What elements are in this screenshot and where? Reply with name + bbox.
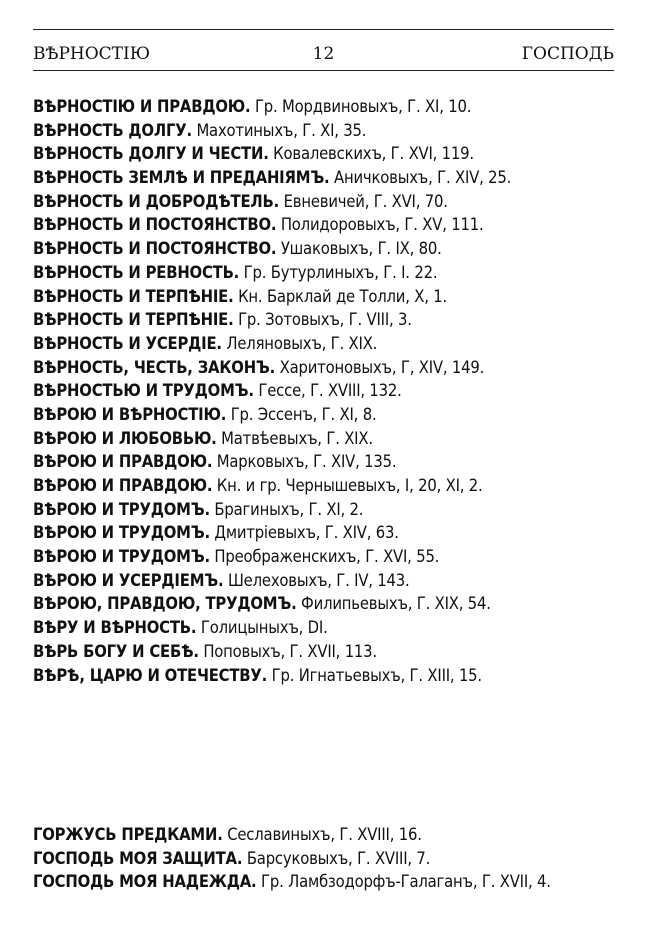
- motto-list: [33, 95, 618, 687]
- motto-source: Ковалевскихъ, Г. XVI, 119.: [273, 144, 474, 164]
- motto-source: Полидоровыхъ, Г. XV, 111.: [280, 215, 484, 235]
- motto-text: ВѢРОЮ И ТРУДОМЪ.: [33, 547, 210, 567]
- top-rule: [33, 29, 614, 30]
- motto-entry: [33, 870, 618, 894]
- motto-text: ГОСПОДЬ МОЯ ЗАЩИТА.: [33, 848, 243, 868]
- motto-text: ВѢРОЮ И ТРУДОМЪ.: [33, 499, 210, 519]
- motto-entry: [33, 664, 618, 688]
- motto-entry: [33, 285, 618, 309]
- motto-source: Брагиныхъ, Г. XI, 2.: [214, 499, 364, 519]
- motto-text: ВѢРНОСТЬ И ПОСТОЯНСТВО.: [33, 239, 277, 259]
- running-header: [33, 42, 614, 66]
- motto-entry: [33, 95, 618, 119]
- motto-text: ВѢРОЮ И ПРАВДОЮ.: [33, 476, 213, 495]
- motto-text: ВѢРНОСТЬ ЗЕМЛѢ И ПРЕДАНІЯМЪ.: [33, 168, 330, 188]
- motto-source: Филипьевыхъ, Г. XIX, 54.: [301, 594, 491, 614]
- motto-source: Сеславиныхъ, Г. XVIII, 16.: [227, 825, 422, 844]
- motto-text: ВѢРОЮ, ПРАВДОЮ, ТРУДОМЪ.: [33, 594, 297, 614]
- motto-entry: [33, 474, 618, 498]
- motto-entry: [33, 823, 618, 847]
- motto-text: ВѢРНОСТЬ ДОЛГУ.: [33, 120, 192, 140]
- motto-text: ГОРЖУСЬ ПРЕДКАМИ.: [33, 825, 223, 844]
- motto-text: ВѢРОЮ И ПРАВДОЮ.: [33, 452, 213, 472]
- motto-source: Кн. Барклай де Толли, X, 1.: [238, 286, 448, 306]
- motto-source: Шелеховыхъ, Г. IV, 143.: [227, 570, 410, 590]
- motto-text: ВѢРОЮ И ТРУДОМЪ.: [33, 523, 210, 543]
- motto-entry: [33, 450, 618, 474]
- motto-source: Леляновыхъ, Г. XIX.: [226, 333, 378, 353]
- motto-source: Гр. Эссенъ, Г. XI, 8.: [230, 404, 377, 424]
- motto-text: ВѢРУ И ВѢРНОСТЬ.: [33, 618, 197, 638]
- motto-entry: [33, 190, 618, 214]
- header-last-word: ГОСПОДЬ: [521, 44, 614, 64]
- motto-source: Голицыныхъ, DI.: [200, 618, 328, 638]
- motto-entry: [33, 427, 618, 451]
- motto-entry: [33, 332, 618, 356]
- motto-source: Барсуковыхъ, Г. XVIII, 7.: [246, 848, 431, 868]
- motto-entry: [33, 498, 618, 522]
- motto-entry: [33, 308, 618, 332]
- motto-text: ВѢРНОСТЬ И ТЕРПѢНІЕ.: [33, 310, 234, 330]
- motto-entry: [33, 119, 618, 143]
- motto-source: Преображенскихъ, Г. XVI, 55.: [214, 547, 440, 567]
- motto-source: Поповыхъ, Г. XVII, 113.: [203, 641, 377, 661]
- motto-text: ВѢРНОСТЬ И РЕВНОСТЬ.: [33, 262, 240, 282]
- motto-text: ВѢРЬ БОГУ И СЕБѢ.: [33, 641, 199, 661]
- motto-entry: [33, 545, 618, 569]
- motto-source: Гр. Бутурлиныхъ, Г. I. 22.: [243, 262, 438, 282]
- header-first-word: ВѢРНОСТІЮ: [33, 44, 150, 64]
- motto-source: Харитоновыхъ, Г, XIV, 149.: [279, 357, 485, 377]
- motto-entry: [33, 403, 618, 427]
- motto-source: Ушаковыхъ, Г. IX, 80.: [280, 239, 442, 259]
- motto-text: ВѢРНОСТЬ И ТЕРПѢНІЕ.: [33, 286, 234, 306]
- motto-source: Марковыхъ, Г. XIV, 135.: [216, 452, 397, 472]
- motto-text: ВѢРНОСТЬ ДОЛГУ И ЧЕСТИ.: [33, 144, 269, 164]
- motto-entry: [33, 592, 618, 616]
- motto-entry: [33, 379, 618, 403]
- motto-text: ВѢРНОСТЬЮ И ТРУДОМЪ.: [33, 381, 254, 401]
- motto-entry: [33, 261, 618, 285]
- motto-source: Дмитріевыхъ, Г. XIV, 63.: [214, 523, 399, 543]
- motto-entry: [33, 356, 618, 380]
- motto-source: Евневичей, Г. XVI, 70.: [283, 191, 448, 211]
- motto-text: ВѢРНОСТІЮ И ПРАВДОЮ.: [33, 97, 251, 116]
- motto-entry: [33, 213, 618, 237]
- motto-source: Гр. Ламбзодорфъ-Галаганъ, Г. XVII, 4.: [261, 872, 551, 892]
- motto-source: Аничковыхъ, Г. XIV, 25.: [334, 168, 512, 188]
- motto-source: Махотиныхъ, Г. XI, 35.: [196, 120, 367, 140]
- motto-entry: [33, 142, 618, 166]
- motto-entry: [33, 237, 618, 261]
- motto-source: Матвѣевыхъ, Г. XIX.: [221, 428, 373, 448]
- motto-text: ВѢРНОСТЬ И ДОБРОДѢТЕЛЬ.: [33, 191, 280, 211]
- motto-text: ГОСПОДЬ МОЯ НАДЕЖДА.: [33, 872, 257, 892]
- motto-source: Гессе, Г. XVIII, 132.: [258, 381, 402, 401]
- motto-entry: [33, 521, 618, 545]
- motto-entry: [33, 847, 618, 871]
- motto-text: ВѢРНОСТЬ И ПОСТОЯНСТВО.: [33, 215, 277, 235]
- motto-entry: [33, 640, 618, 664]
- motto-text: ВѢРОЮ И УСЕРДІЕМЪ.: [33, 570, 224, 590]
- motto-text: ВѢРНОСТЬ, ЧЕСТЬ, ЗАКОНЪ.: [33, 357, 276, 377]
- motto-source: Кн. и гр. Чернышевыхъ, I, 20, XI, 2.: [216, 476, 483, 495]
- motto-source: Гр. Мордвиновыхъ, Г. XI, 10.: [254, 97, 472, 116]
- motto-source: Гр. Игнатьевыхъ, Г. XIII, 15.: [271, 665, 482, 685]
- page-number: 12: [312, 44, 335, 64]
- motto-list-g: [33, 823, 618, 894]
- motto-text: ВѢРОЮ И ЛЮБОВЬЮ.: [33, 428, 217, 448]
- motto-text: ВѢРОЮ И ВѢРНОСТІЮ.: [33, 404, 227, 424]
- motto-entry: [33, 616, 618, 640]
- motto-text: ВѢРѢ, ЦАРЮ И ОТЕЧЕСТВУ.: [33, 665, 268, 685]
- motto-text: ВѢРНОСТЬ И УСЕРДІЕ.: [33, 333, 222, 353]
- header-rule: [33, 70, 614, 71]
- motto-entry: [33, 569, 618, 593]
- motto-source: Гр. Зотовыхъ, Г. VIII, 3.: [238, 310, 412, 330]
- motto-entry: [33, 166, 618, 190]
